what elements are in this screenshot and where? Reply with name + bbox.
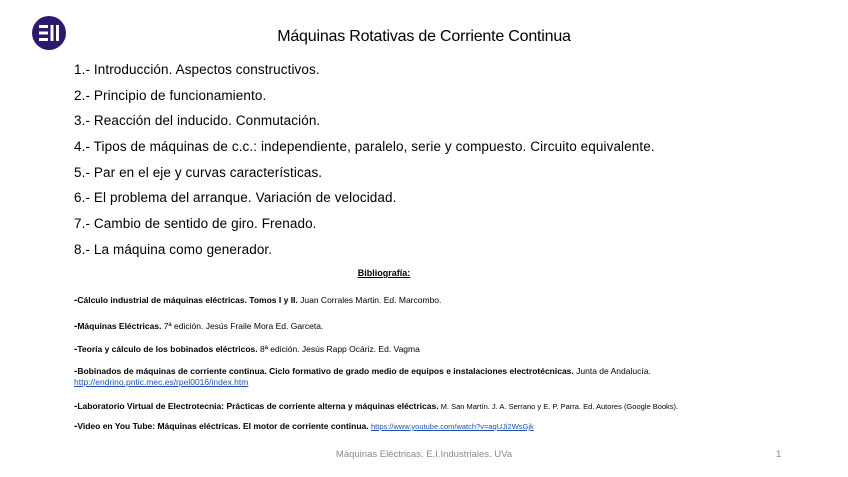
slide-title: Máquinas Rotativas de Corriente Continua xyxy=(277,28,571,45)
topic-item: 8.- La máquina como generador. xyxy=(74,241,273,257)
reference-details: Juan Corrales Martin. Ed. Marcombo. xyxy=(297,295,442,305)
slide-footer: Máquinas Eléctricas. E.I.Industriales. UVa xyxy=(335,449,513,460)
reference-link[interactable]: http://endrino.pntic.mec.es/rpel0016/index.htm xyxy=(74,377,249,387)
topic-item: 5.- Par en el eje y curvas características. xyxy=(74,164,323,180)
reference-details: 8ª edición. Jesús Rapp Ocáriz. Ed. Vagma xyxy=(257,344,420,354)
topic-item: 1.- Introducción. Aspectos constructivos. xyxy=(74,62,320,77)
reference-item xyxy=(74,321,323,332)
reference-dash: - xyxy=(74,366,78,377)
reference-dash: - xyxy=(74,295,78,306)
reference-details: Junta de Andalucía. xyxy=(573,366,651,376)
reference-item xyxy=(74,366,651,387)
topic-item: 6.- El problema del arranque. Variación de velocidad. xyxy=(74,190,397,206)
reference-dash: - xyxy=(74,421,78,432)
bibliography-heading: Bibliografía: xyxy=(357,268,411,278)
reference-details: M. San Martín. J. A. Serrano y E. P. Parra. Ed. Autores (Google Books). xyxy=(438,402,679,411)
reference-title: Bobinados de máquinas de corriente continua. Ciclo formativo de grado medio de equipos e instalaciones electrotécnicas. xyxy=(77,366,574,376)
reference-item xyxy=(74,401,678,412)
reference-item xyxy=(74,344,420,355)
page-number: 1 xyxy=(776,449,782,460)
reference-title: Máquinas Eléctricas. xyxy=(77,321,162,331)
topic-list xyxy=(74,61,655,267)
reference-link[interactable]: https://www.youtube.com/watch?v=aqUJi2WsGjk xyxy=(371,422,534,431)
topic-item: 4.- Tipos de máquinas de c.c.: independiente, paralelo, serie y compuesto. Circuito equivalente. xyxy=(74,139,655,155)
reference-title: Cálculo industrial de máquinas eléctricas. Tomos I y II. xyxy=(77,295,298,305)
topic-item: 3.- Reacción del inducido. Conmutación. xyxy=(74,113,321,129)
reference-item xyxy=(74,421,534,432)
topic-item: 2.- Principio de funcionamiento. xyxy=(74,87,267,103)
reference-dash: - xyxy=(74,344,78,355)
reference-title: Video en You Tube: Máquinas eléctricas. El motor de corriente continua. xyxy=(77,421,369,431)
reference-title: Teoría y cálculo de los bobinados eléctricos. xyxy=(77,344,258,354)
reference-title: Laboratorio Virtual de Electrotecnia: Prácticas de corriente alterna y máquinas eléctricas. xyxy=(77,401,439,411)
topic-item: 7.- Cambio de sentido de giro. Frenado. xyxy=(74,216,317,232)
reference-details: 7ª edición. Jesús Fraile Mora Ed. Garceta. xyxy=(161,321,324,331)
reference-item xyxy=(74,295,441,306)
reference-dash: - xyxy=(74,401,78,412)
reference-dash: - xyxy=(74,321,78,332)
